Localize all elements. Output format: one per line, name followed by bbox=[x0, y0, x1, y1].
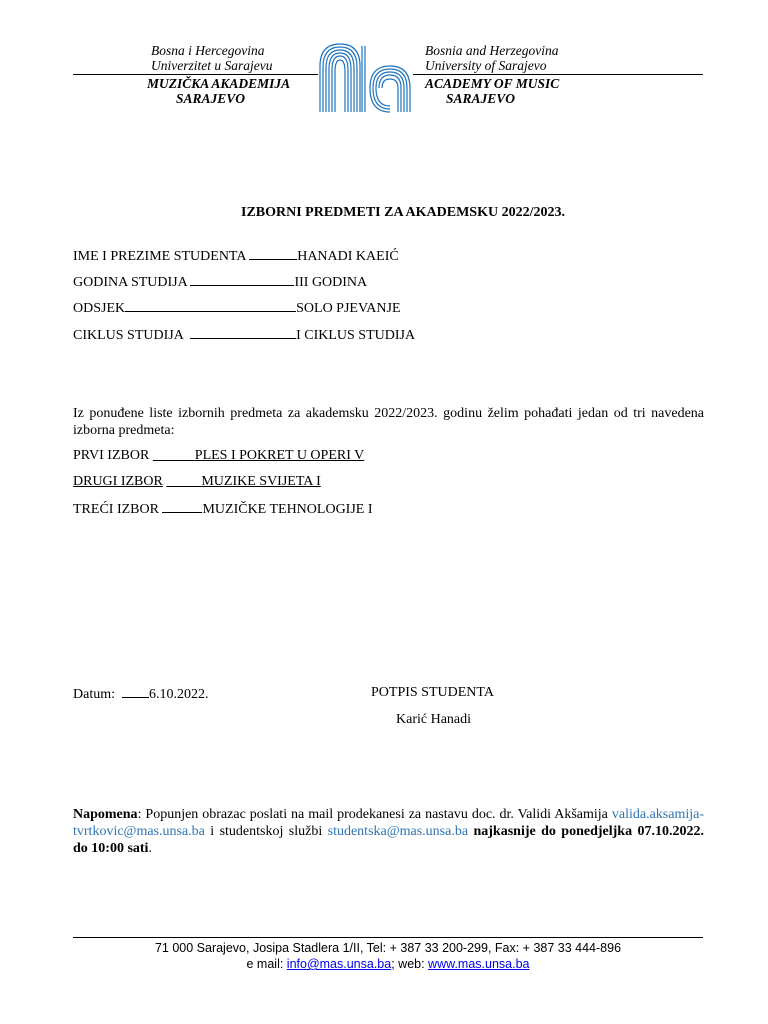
choice-third bbox=[73, 500, 373, 518]
blank-line bbox=[122, 685, 149, 698]
header-rule-right bbox=[413, 74, 703, 75]
header-right-academy: ACADEMY OF MUSIC bbox=[425, 76, 560, 91]
header-right-university: University of Sarajevo bbox=[425, 58, 547, 73]
header-left-academy: MUZIČKA AKADEMIJA bbox=[147, 76, 291, 91]
note-end: . bbox=[148, 841, 152, 856]
signature-name: Karić Hanadi bbox=[396, 712, 472, 727]
footer-web-link[interactable]: www.mas.unsa.ba bbox=[428, 957, 530, 971]
choice-second bbox=[73, 474, 321, 490]
blank-line bbox=[190, 273, 294, 286]
choice-third-value: MUZIČKE TEHNOLOGIJE I bbox=[202, 502, 373, 517]
field-study-year bbox=[73, 273, 367, 291]
field-study-cycle bbox=[73, 326, 415, 344]
note-text-1: : Popunjen obrazac poslati na mail prodekanesi za nastavu doc. dr. Validi Akšamija bbox=[137, 807, 608, 822]
choice-first bbox=[73, 448, 364, 464]
field-study-year-value: III GODINA bbox=[294, 275, 368, 290]
field-study-cycle-value: I CIKLUS STUDIJA bbox=[296, 328, 416, 343]
choice-first-label: PRVI IZBOR bbox=[73, 448, 150, 463]
date-value: 6.10.2022. bbox=[149, 687, 209, 702]
footer-rule bbox=[73, 937, 703, 938]
footer-email-link[interactable]: info@mas.unsa.ba bbox=[286, 957, 392, 971]
footer-email-label: e mail: bbox=[246, 957, 287, 971]
footer-web-label: ; web: bbox=[391, 957, 429, 971]
field-study-cycle-label: CIKLUS STUDIJA bbox=[73, 328, 184, 343]
blank-line bbox=[125, 299, 296, 312]
choice-first-value: PLES I POKRET U OPERI V bbox=[194, 448, 365, 463]
choice-second-value: MUZIKE SVIJETA I bbox=[201, 474, 321, 489]
blank-line bbox=[249, 247, 297, 260]
signature-label: POTPIS STUDENTA bbox=[371, 685, 494, 700]
header-right-city: SARAJEVO bbox=[446, 91, 516, 106]
header-rule-left bbox=[73, 74, 318, 75]
note-deadline: najkasnije do ponedjeljka 07.10.2022. do 10:00 sati bbox=[73, 824, 704, 856]
note-paragraph bbox=[73, 806, 704, 857]
header-left-country: Bosna i Hercegovina bbox=[151, 43, 265, 58]
blank-line bbox=[162, 500, 202, 513]
intro-paragraph: Iz ponuđene liste izbornih predmeta za akademsku 2022/2023. godinu želim pohađati jedan od tri navedena izborna predmeta: bbox=[73, 406, 704, 438]
date-label: Datum: bbox=[73, 687, 115, 702]
field-student-name-value: HANADI KAEIĆ bbox=[297, 249, 399, 264]
choice-second-label: DRUGI IZBOR bbox=[73, 474, 163, 489]
choice-first-value-wrapper bbox=[153, 448, 364, 463]
field-student-name bbox=[73, 247, 399, 265]
choice-second-value-wrapper bbox=[166, 474, 320, 489]
email-vice-dean[interactable]: valida.aksamija-tvrtkovic@mas.unsa.ba bbox=[73, 807, 705, 839]
header-left-city: SARAJEVO bbox=[176, 91, 246, 106]
field-department-value: SOLO PJEVANJE bbox=[296, 301, 401, 316]
footer-address: 71 000 Sarajevo, Josipa Stadlera 1/II, Tel: + 387 33 200-299, Fax: + 387 33 444-896 bbox=[154, 941, 622, 955]
choice-third-label: TREĆI IZBOR bbox=[73, 502, 159, 517]
date-field bbox=[73, 685, 209, 703]
header-right-country: Bosnia and Herzegovina bbox=[425, 43, 559, 58]
field-student-name-label: IME I PREZIME STUDENTA bbox=[73, 249, 246, 264]
blank-line bbox=[190, 326, 296, 339]
email-student-office[interactable]: studentska@mas.unsa.ba bbox=[327, 824, 469, 839]
field-department bbox=[73, 299, 401, 317]
note-label: Napomena bbox=[73, 807, 138, 822]
field-study-year-label: GODINA STUDIJA bbox=[73, 275, 187, 290]
note-text-2: i studentskoj službi bbox=[204, 824, 328, 839]
field-department-label: ODSJEK bbox=[73, 301, 126, 316]
academy-logo bbox=[318, 42, 412, 114]
page-title: IZBORNI PREDMETI ZA AKADEMSKU 2022/2023. bbox=[241, 205, 565, 220]
header-left-university: Univerzitet u Sarajevu bbox=[151, 58, 273, 73]
footer-contact bbox=[73, 956, 703, 972]
